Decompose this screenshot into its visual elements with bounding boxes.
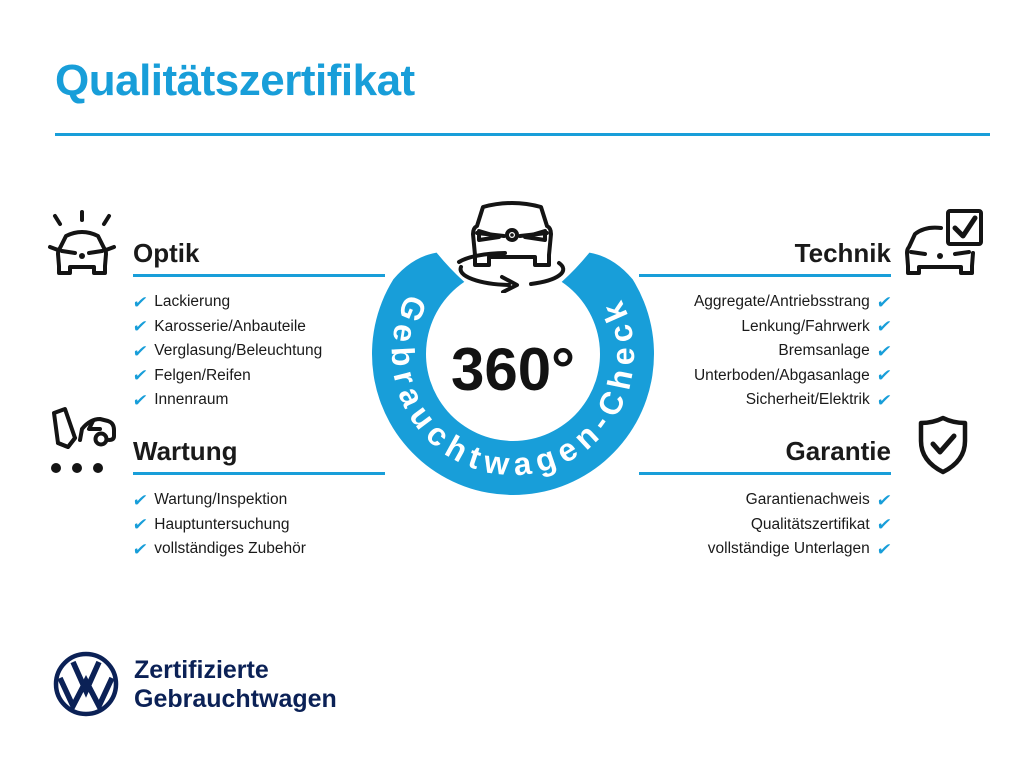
checklist-item <box>133 537 385 561</box>
section-optik-title: Optik <box>133 238 200 268</box>
check-icon: ✔ <box>875 490 893 510</box>
check-icon: ✔ <box>875 390 893 410</box>
check-icon: ✔ <box>131 366 149 386</box>
checklist-item-label: Karosserie/Anbauteile <box>154 317 306 335</box>
title-divider <box>55 133 990 136</box>
checklist-item-label: Garantienachweis <box>745 491 870 509</box>
checklist-item-label: Hauptuntersuchung <box>154 515 290 533</box>
checklist-item-label: Sicherheit/Elektrik <box>745 391 870 409</box>
check-icon: ✔ <box>131 292 149 312</box>
checklist-item-label: Verglasung/Beleuchtung <box>154 342 323 360</box>
badge-degrees-label: 360° <box>450 336 576 403</box>
check-icon: ✔ <box>131 317 149 337</box>
check-icon: ✔ <box>875 539 893 559</box>
check-icon: ✔ <box>875 515 893 535</box>
checklist-item-label: Wartung/Inspektion <box>154 491 288 509</box>
car-checkbox-icon <box>903 207 985 281</box>
check-icon: ✔ <box>131 341 149 361</box>
check-icon: ✔ <box>875 317 893 337</box>
vw-logo <box>50 648 122 720</box>
checklist-item-label: Bremsanlage <box>778 342 870 360</box>
check-icon: ✔ <box>875 341 893 361</box>
checklist-item-label: Aggregate/Antriebsstrang <box>693 293 870 311</box>
check-icon: ✔ <box>131 490 149 510</box>
checklist-item-label: Qualitätszertifikat <box>750 515 870 533</box>
rotating-car-icon <box>447 193 577 293</box>
check-icon: ✔ <box>875 292 893 312</box>
checklist-item-label: vollständiges Zubehör <box>154 540 306 558</box>
check-icon: ✔ <box>131 515 149 535</box>
brand-claim-line1: Zertifizierte <box>134 656 269 684</box>
badge-ring-text: Gebrauchtwagen-Check <box>384 290 642 483</box>
section-wartung-title: Wartung <box>133 436 238 466</box>
checklist-item-label: Unterboden/Abgasanlage <box>693 366 870 384</box>
check-icon: ✔ <box>131 390 149 410</box>
checklist-item-label: Lackierung <box>154 293 231 311</box>
section-garantie-title: Garantie <box>785 436 891 466</box>
checklist-item-label: vollständige Unterlagen <box>707 540 870 558</box>
checklist-item <box>639 537 891 561</box>
shield-check-icon <box>911 413 975 477</box>
checklist-item-label: Innenraum <box>154 391 229 409</box>
page-title: Qualitätszertifikat <box>55 56 415 105</box>
checklist-item-label: Lenkung/Fahrwerk <box>741 317 870 335</box>
check-icon: ✔ <box>131 539 149 559</box>
section-technik-title: Technik <box>794 238 891 268</box>
checklist-item-label: Felgen/Reifen <box>154 366 251 384</box>
car-shine-icon <box>46 210 118 276</box>
service-record-icon <box>44 406 118 478</box>
check-icon: ✔ <box>875 366 893 386</box>
brand-claim-line2: Gebrauchtwagen <box>134 685 337 713</box>
brand-claim <box>134 656 337 714</box>
